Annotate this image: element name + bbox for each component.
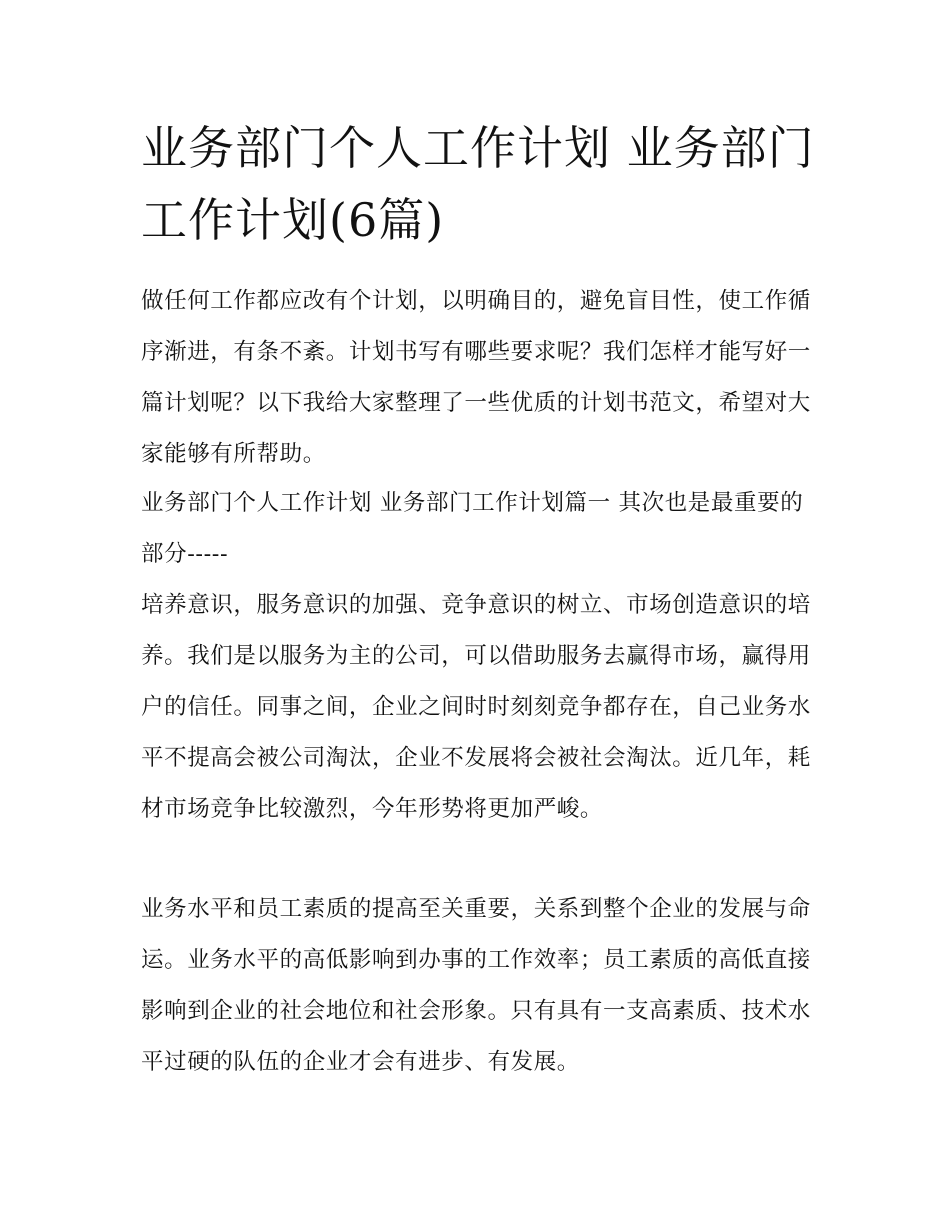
document-title: 业务部门个人工作计划 业务部门工作计划(6篇) — [141, 121, 815, 247]
paragraph-awareness: 培养意识，服务意识的加强、竞争意识的树立、市场创造意识的培养。我们是以服务为主的公司，可以借助服务去赢得市场，赢得用户的信任。同事之间，企业之间时时刻刻竞争都存在，自己业务水平不提高会被公司淘汰，企业不发展将会被社会淘汰。近几年，耗材市场竞争比较激烈，今年形势将更加严峻。 — [141, 592, 811, 822]
paragraph-quality: 业务水平和员工素质的提高至关重要，关系到整个企业的发展与命运。业务水平的高低影响到办事的工作效率；员工素质的高低直接影响到企业的社会地位和社会形象。只有具有一支高素质、技术水平过硬的队伍的企业才会有进步、有发展。 — [141, 896, 811, 1075]
paragraph-section-heading: 业务部门个人工作计划 业务部门工作计划篇一 其次也是最重要的部分----- — [141, 490, 804, 567]
paragraph-intro: 做任何工作都应改有个计划，以明确目的，避免盲目性，使工作循序渐进，有条不紊。计划书写有哪些要求呢？我们怎样才能写好一篇计划呢？以下我给大家整理了一些优质的计划书范文，希望对大家能够有所帮助。 — [141, 288, 811, 467]
